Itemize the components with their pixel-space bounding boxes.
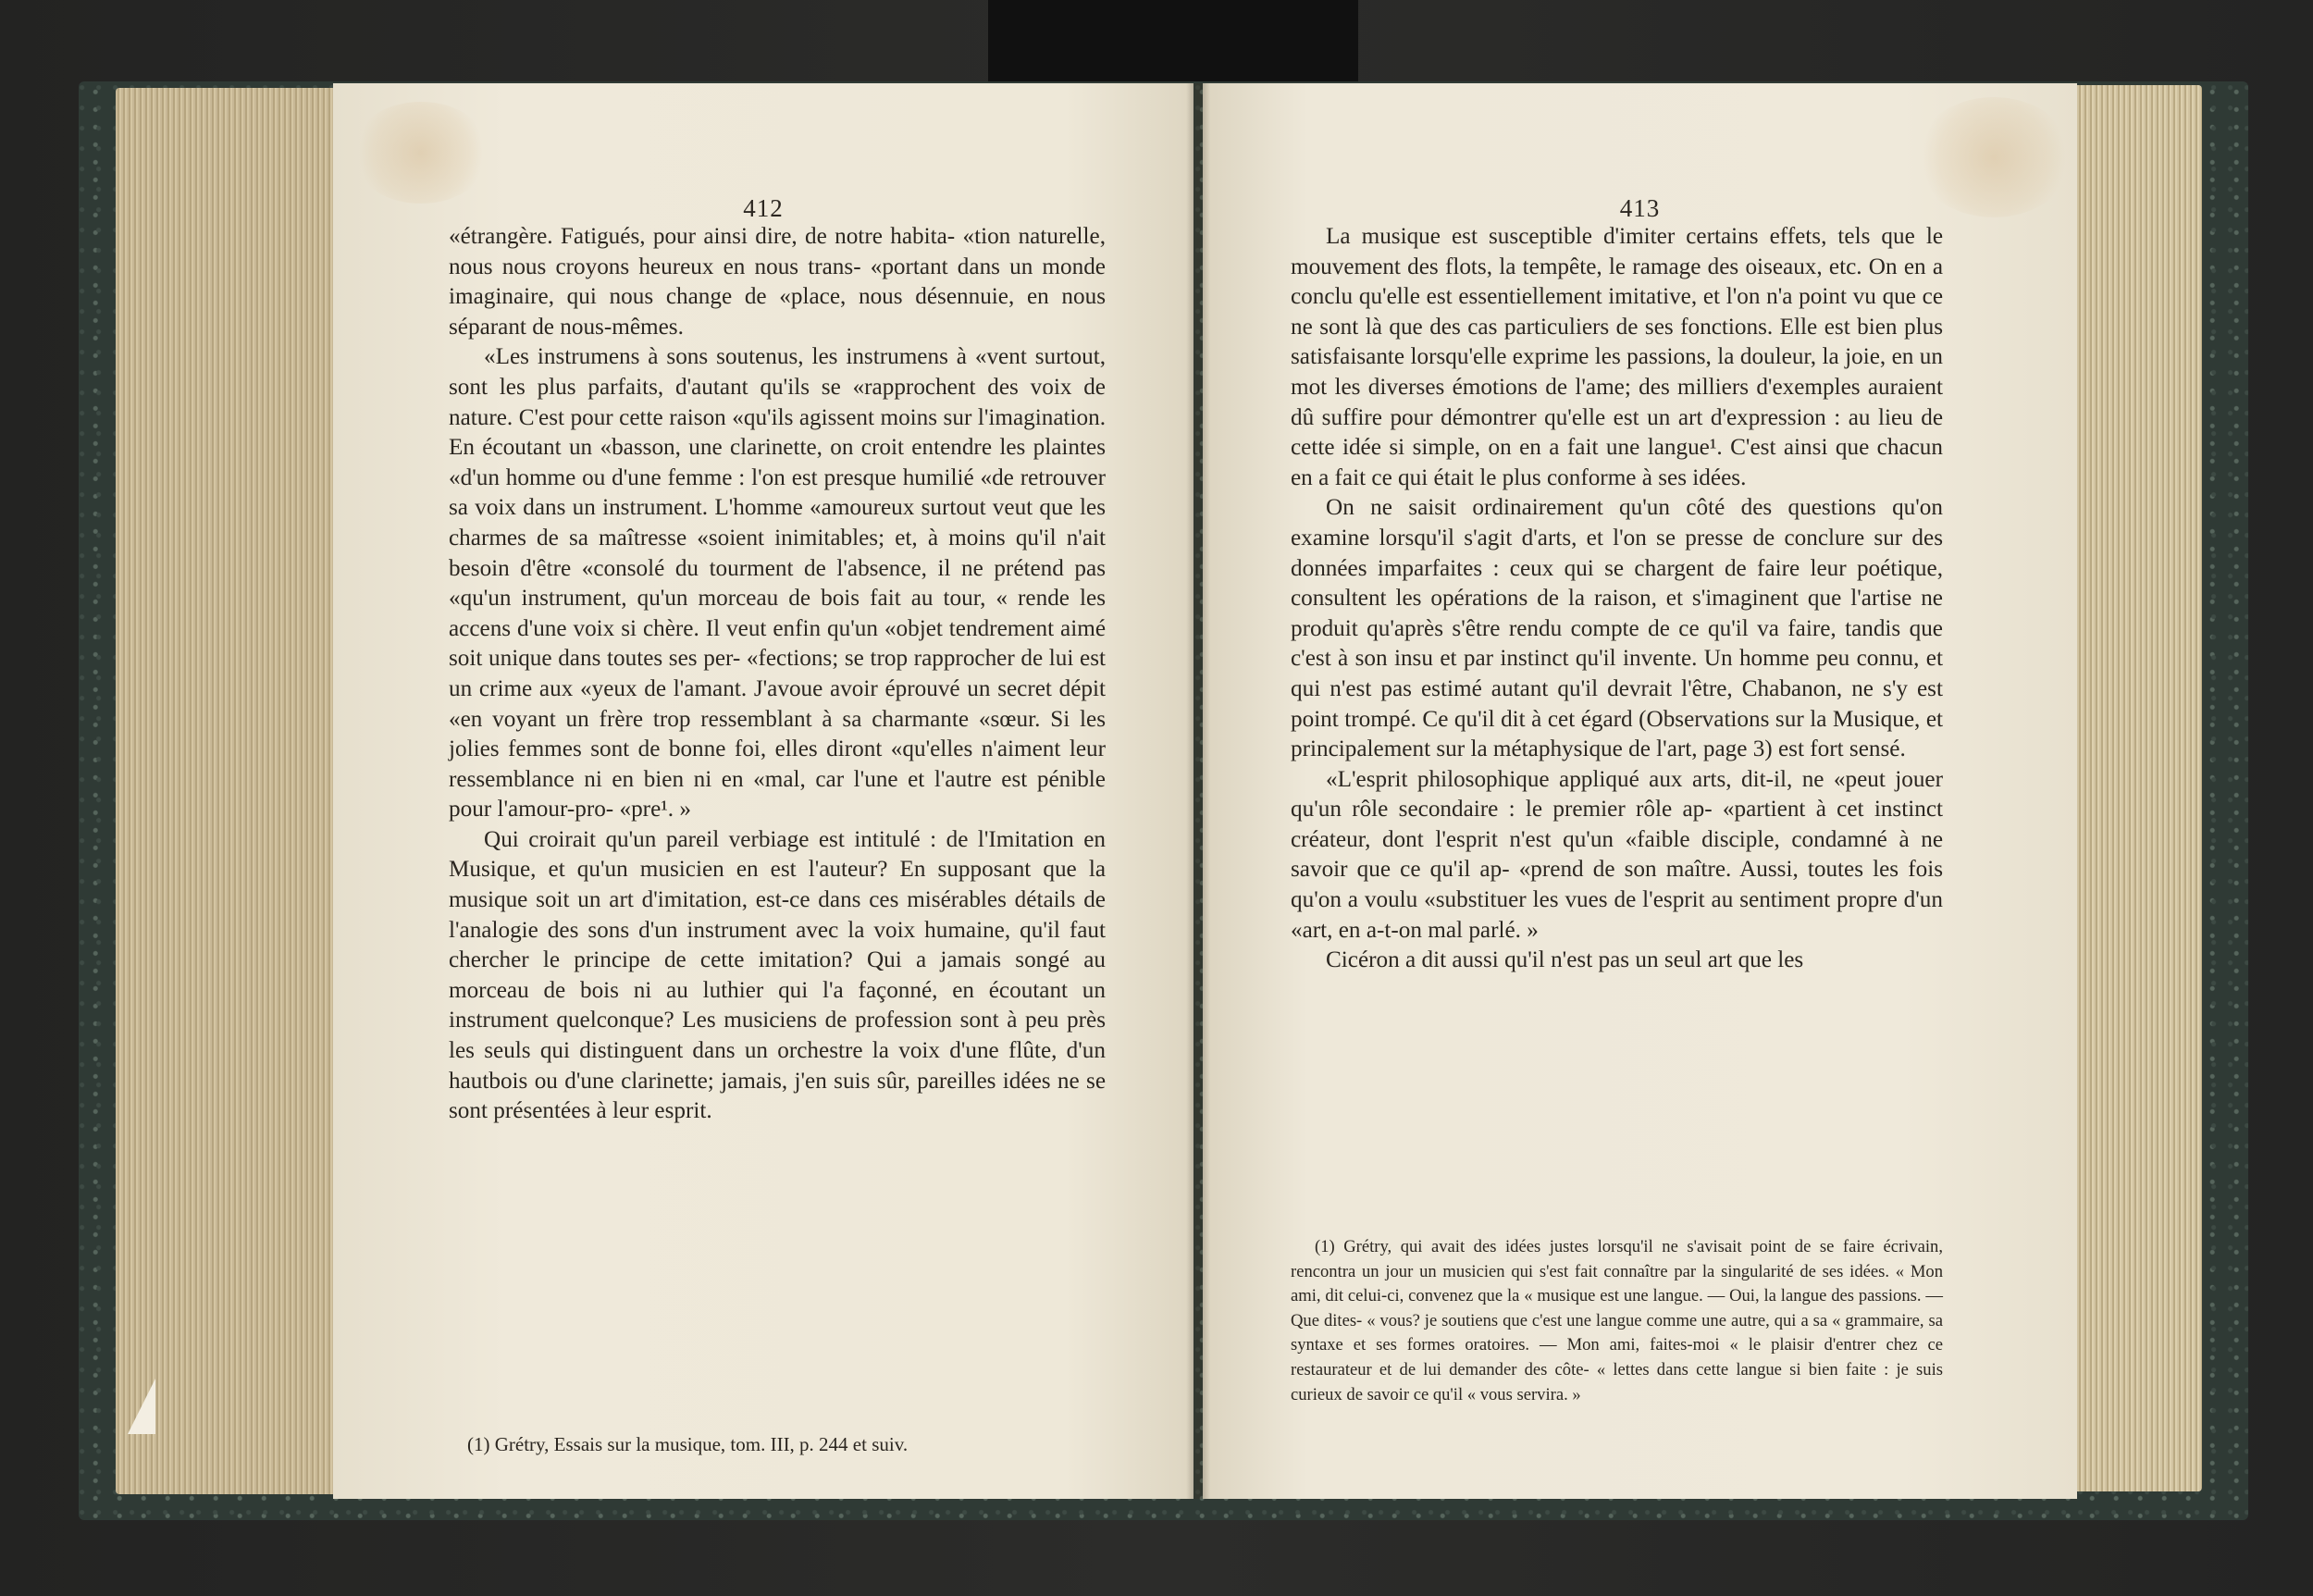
page-number: 412 [743,194,784,222]
torn-corner [128,1379,155,1434]
page-number: 413 [1619,194,1661,222]
left-page [333,83,1194,1499]
footnote [467,1432,1106,1457]
footnote-text: (1) Grétry, Essais sur la musique, tom. III, p. 244 et suiv. [467,1433,909,1455]
paragraph: «étrangère. Fatigués, pour ainsi dire, de notre habita- «tion naturelle, nous nous croyons heureux en nous trans- «portant dans un monde imaginaire, qui nous change de «place, nous désennuie, en nous séparant de nous-mêmes. [449,224,1106,340]
right-page [1203,83,2077,1499]
foxing-stain [352,102,490,204]
paragraph: Cicéron a dit aussi qu'il n'est pas un seul art que les [1326,947,1804,973]
paragraph: «L'esprit philosophique appliqué aux arts, dit-il, ne «peut jouer qu'un rôle secondaire : le premier rôle ap- «partient à cet instinct créateur, dont l'esprit n'est qu'un «faible disciple, condamné à ne savoir que ce qu'il ap- «prend de son maître. Aussi, toutes les fois qu'on a voulu «substituer les vues de l'esprit au sentiment propre d'un «art, en a-t-on mal parlé. » [1291,766,1943,943]
footnote-text: (1) Grétry, qui avait des idées justes lorsqu'il ne s'avisait point de se faire écrivain, rencontra un jour un musicien qui s'est fait connaître par la singularité de ses idées. « Mon ami, dit celui-ci, convenez que la « musique est une langue. — Oui, la langue des passions. — Que dites- « vous? je soutiens que c'est une langue comme une autre, qui a sa « grammaire, sa syntaxe et ses formes oratoires. — Mon ami, faites-moi « le plaisir d'entrer chez ce restaurateur et de lui demander des côte- « lettes dans cette langue si bien faite : je suis curieux de savoir ce qu'il « vous servira. » [1291,1237,1943,1404]
page-edges-right [2077,85,2202,1491]
paragraph: On ne saisit ordinairement qu'un côté des questions qu'on examine lorsqu'il s'agit d'arts, et l'on se presse de conclure sur des données imparfaites : ceux qui se chargent de faire leur poétique, consultent les opérations de la raison, et s'imaginent que l'artise ne produit qu'après s'être rendu compte de ce qu'il va faire, tandis que c'est à son insu et par instinct qu'il invente. Un homme peu connu, et qui n'est pas estimé autant qu'il devrait l'être, Chabanon, ne s'y est point trompé. Ce qu'il dit à cet égard (Observations sur la Musique, et principalement sur la métaphysique de l'art, page 3) est fort sensé. [1291,495,1943,762]
paragraph: La musique est susceptible d'imiter certains effets, tels que le mouvement des flots, la tempête, le ramage des oiseaux, etc. On en a conclu qu'elle est essentiellement imitative, et l'on n'a point vu que ce ne sont là que des cas particuliers de ses fonctions. Elle est bien plus satisfaisante lorsqu'elle exprime les passions, la douleur, la joie, en un mot les diverses émotions de l'ame; des milliers d'exemples auraient dû suffire pour démontrer qu'elle est un art d'expression : au lieu de cette idée si simple, on en a fait une langue¹. C'est ainsi que chacun en a fait ce qui était le plus conforme à ses idées. [1291,224,1943,490]
spine-shadow [1186,83,1210,1499]
page-edges-left [116,88,338,1494]
footnote [1291,1235,1943,1407]
paragraph: «Les instrumens à sons soutenus, les instrumens à «vent surtout, sont les plus parfaits, d'autant qu'ils se «rapprochent des voix de nature. C'est pour cette raison «qu'ils agissent moins sur l'imagination. En écoutant un «basson, une clarinette, on croit entendre les plaintes «d'un homme ou d'une femme : l'on est presque humilié «de retrouver sa voix dans un instrument. L'homme «amoureux surtout veut que les charmes de sa maîtresse «soient inimitables; et, à moins qu'il n'ait besoin d'être «consolé du tourment de l'absence, il ne prétend pas «qu'un instrument, qu'un morceau de bois fait au tour, « rende les accens d'une voix si chère. Il veut enfin qu'un «objet tendrement aimé soit unique dans toutes ses per- «fections; se trop rapprocher de lui est un crime aux «yeux de l'amant. J'avoue avoir éprouvé un secret dépit «en voyant un frère trop ressemblant à sa charmante «sœur. Si les jolies femmes sont de bonne foi, elles diront «qu'elles n'aiment leur ressemblance ni en bien ni en «mal, car l'une et l'autre est pénible pour l'amour-pro- «pre¹. » [449,344,1106,823]
paragraph: Qui croirait qu'un pareil verbiage est intitulé : de l'Imitation en Musique, et qu'un musicien en est l'auteur? En supposant que la musique soit un art d'imitation, est-ce dans ces misérables détails de l'analogie des sons d'un instrument avec la voix humaine, qu'il faut chercher le principe de cette imitation? Qui a jamais songé au morceau de bois ni au luthier qui l'a façonné, en écoutant un instrument quelconque? Les musiciens de profession sont à peu près les seuls qui distinguent dans un orchestre la voix d'une flûte, d'un hautbois ou d'une clarinette; jamais, j'en suis sûr, pareilles idées ne se sont présentées à leur esprit. [449,826,1106,1124]
body-text [1291,222,1943,976]
body-text [449,222,1106,1127]
